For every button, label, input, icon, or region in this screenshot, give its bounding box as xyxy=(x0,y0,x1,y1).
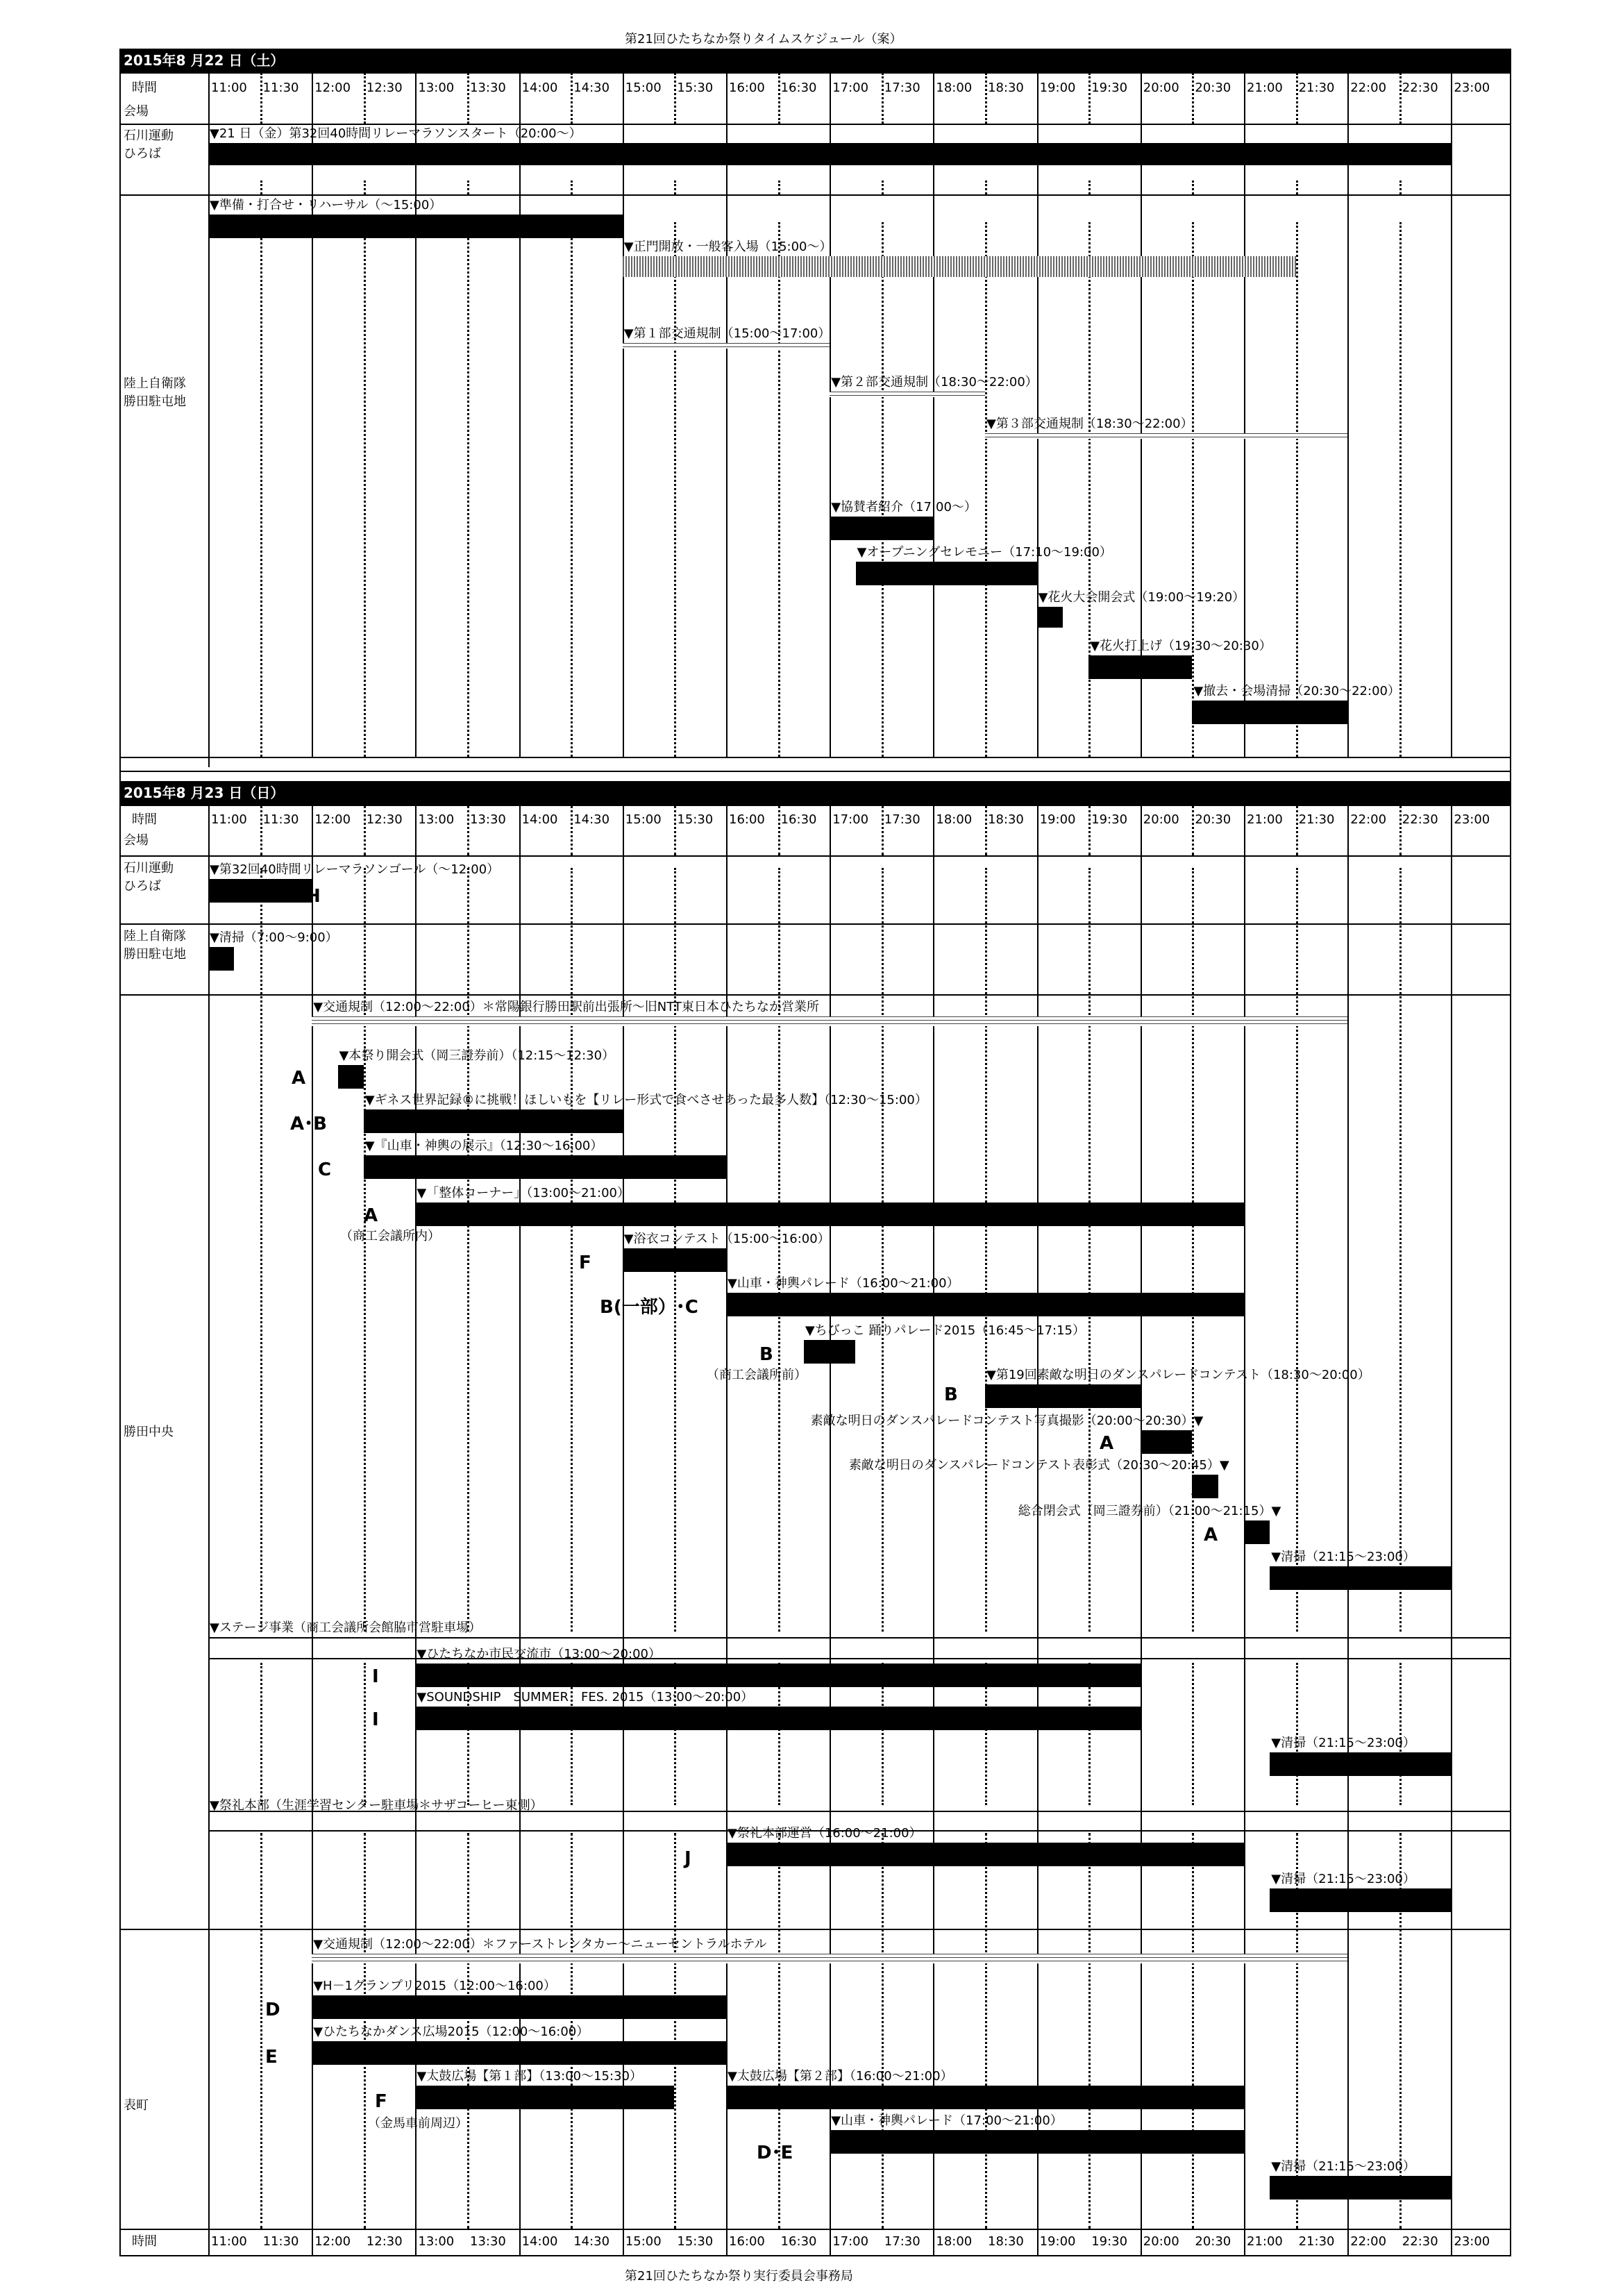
grid-line-dashed xyxy=(674,805,676,855)
row-divider xyxy=(119,923,1510,925)
time-tick: 16:00 xyxy=(729,81,765,95)
grid-line-dashed xyxy=(674,1833,676,2229)
event-bar xyxy=(1270,1752,1451,1776)
event-bar xyxy=(364,1109,623,1133)
time-tick: 21:30 xyxy=(1298,81,1335,95)
venue-name: 石川運動 ひろば xyxy=(124,861,174,894)
grid-line-solid xyxy=(726,73,728,757)
event-label: ▼ちびっこ 踊りパレード2015（16:45〜17:15） xyxy=(805,1323,1086,1338)
time-tick: 21:30 xyxy=(1298,2234,1335,2249)
grid-line-dashed xyxy=(882,868,884,1632)
event-bar xyxy=(1141,1430,1193,1454)
grid-line-dashed xyxy=(467,73,469,124)
grid-line-dashed xyxy=(1399,805,1402,855)
time-tick: 16:00 xyxy=(729,2234,765,2249)
time-tick: 18:00 xyxy=(936,812,973,827)
event-bar xyxy=(312,2041,726,2065)
grid-line-dashed xyxy=(882,805,884,855)
venue-name: 陸上自衛隊 勝田駐屯地 xyxy=(124,376,186,409)
event-label: ▼正門開放・一般客入場（15:00〜） xyxy=(623,240,832,254)
time-tick: 23:00 xyxy=(1454,2234,1490,2249)
time-tick: 19:00 xyxy=(1039,812,1076,827)
time-tick: 19:00 xyxy=(1039,2234,1076,2249)
frame-bottom xyxy=(119,2255,1510,2256)
time-tick: 12:30 xyxy=(366,812,403,827)
row-divider xyxy=(119,855,1510,857)
time-tick: 17:00 xyxy=(832,2234,869,2249)
time-tick: 22:30 xyxy=(1402,2234,1438,2249)
event-bar xyxy=(726,1843,1244,1866)
time-tick: 22:30 xyxy=(1402,81,1438,95)
document-footer: 第21回ひたちなか祭り実行委員会事務局 xyxy=(625,2269,853,2284)
grid-line-dashed xyxy=(985,1833,987,2229)
event-label: ▼花火打上げ（19:30〜20:30） xyxy=(1090,639,1272,653)
grid-line-solid xyxy=(415,73,417,757)
time-tick: 17:30 xyxy=(884,81,920,95)
grid-line-dashed xyxy=(571,73,573,124)
time-tick: 13:00 xyxy=(418,812,455,827)
grid-line-dashed xyxy=(882,73,884,124)
grid-line-dashed xyxy=(985,868,987,1632)
event-label: ▼第１部交通規制（15:00〜17:00） xyxy=(623,326,831,341)
event-bar xyxy=(830,517,933,540)
grid-line-solid xyxy=(519,73,521,757)
event-label: ▼協賛者紹介（17:00〜） xyxy=(831,500,977,514)
time-tick: 16:00 xyxy=(729,812,765,827)
time-tick: 21:00 xyxy=(1247,812,1283,827)
grid-line-dashed xyxy=(1088,181,1091,194)
grid-line-dashed xyxy=(467,868,469,1632)
row-divider xyxy=(119,994,1510,996)
location-marker: C xyxy=(318,1159,332,1180)
time-tick: 20:30 xyxy=(1195,812,1231,827)
grid-line-dashed xyxy=(1192,222,1194,757)
time-tick: 21:00 xyxy=(1247,81,1283,95)
grid-line-dashed xyxy=(1192,73,1194,124)
time-tick: 13:00 xyxy=(418,81,455,95)
grid-line-dashed xyxy=(260,868,262,1632)
event-label: 素敵な明日のダンスパレードコンテスト表彰式（20:30〜20:45）▼ xyxy=(848,1458,1229,1473)
event-label: ▼清掃（21:15〜23:00） xyxy=(1271,1872,1415,1886)
event-bar xyxy=(208,947,234,971)
grid-line-dashed xyxy=(1192,1833,1194,2229)
time-tick: 23:00 xyxy=(1454,81,1490,95)
grid-line-dashed xyxy=(467,222,469,757)
grid-line-dashed xyxy=(1192,805,1194,855)
section-label: ▼祭礼本部（生涯学習センター駐車場＊サザコーヒー東側） xyxy=(210,1798,543,1813)
event-bar xyxy=(364,1155,726,1179)
grid-line-dashed xyxy=(882,181,884,194)
event-bar xyxy=(312,1016,1347,1026)
time-tick: 18:30 xyxy=(988,812,1024,827)
grid-line-dashed xyxy=(1296,805,1298,855)
event-label: ▼交通規制（12:00〜22:00）＊常陽銀行勝田駅前出張所〜旧NTT東日本ひたちなか営業所 xyxy=(313,1000,819,1014)
location-marker: A xyxy=(1204,1525,1218,1545)
time-tick: 17:00 xyxy=(832,812,869,827)
event-label: ▼清掃（21:15〜23:00） xyxy=(1271,2159,1415,2174)
event-bar xyxy=(830,2130,1244,2154)
event-label: ▼21 日（金）第32回40時間リレーマラソンスタート（20:00〜） xyxy=(210,126,582,141)
grid-line-solid xyxy=(312,73,313,757)
grid-line-dashed xyxy=(674,222,676,757)
grid-line-dashed xyxy=(1399,73,1402,124)
location-marker: D xyxy=(265,2000,280,2020)
time-tick: 12:00 xyxy=(314,812,351,827)
time-tick: 15:30 xyxy=(677,81,714,95)
time-tick: 11:00 xyxy=(211,2234,247,2249)
time-tick: 15:00 xyxy=(625,81,662,95)
grid-line-dashed xyxy=(1088,805,1091,855)
grid-line-dashed xyxy=(260,73,262,124)
event-label: ▼祭礼本部運営（16:00〜21:00） xyxy=(728,1826,922,1841)
grid-line-dashed xyxy=(1399,1663,1402,1805)
frame-left xyxy=(119,49,121,2256)
event-label: ▼清掃（21:15〜23:00） xyxy=(1271,1736,1415,1750)
grid-line-dashed xyxy=(260,181,262,194)
time-label: 時間 xyxy=(132,812,157,827)
grid-line-dashed xyxy=(882,222,884,757)
grid-line-dashed xyxy=(571,868,573,1632)
event-bar xyxy=(726,2086,1244,2109)
event-bar xyxy=(415,1664,1140,1687)
event-bar xyxy=(1192,701,1347,724)
event-bar xyxy=(1270,1888,1451,1912)
event-bar xyxy=(208,215,623,238)
event-label: ▼本祭り開会式（岡三證券前）（12:15〜12:30） xyxy=(339,1048,615,1063)
grid-line-dashed xyxy=(364,1663,366,1805)
grid-line-solid xyxy=(208,73,210,757)
time-tick: 14:00 xyxy=(521,812,558,827)
time-tick: 11:00 xyxy=(211,812,247,827)
time-tick: 15:00 xyxy=(625,812,662,827)
event-label: ▼第19回素敵な明日のダンスパレードコンテスト（18:30〜20:00） xyxy=(986,1368,1370,1382)
grid-line-solid xyxy=(1347,73,1349,757)
time-tick: 21:30 xyxy=(1298,812,1335,827)
time-tick: 19:30 xyxy=(1091,81,1128,95)
time-tick: 22:00 xyxy=(1350,812,1387,827)
grid-line-solid xyxy=(1347,805,1349,2255)
venue-name: 表町 xyxy=(124,2098,149,2113)
location-marker: A xyxy=(1191,1479,1206,1500)
grid-line-dashed xyxy=(778,868,780,1632)
event-label: ▼第２部交通規制（18:30〜22:00） xyxy=(831,375,1038,389)
event-label: ▼清掃（21:15〜23:00） xyxy=(1271,1550,1415,1564)
event-label: ▼第32回40時間リレーマラソンゴール（〜12:00） xyxy=(210,862,500,877)
event-label: ▼ひたちなかダンス広場2015（12:00〜16:00） xyxy=(313,2025,589,2039)
time-tick: 13:30 xyxy=(470,81,506,95)
grid-line-dashed xyxy=(364,222,366,757)
event-bar xyxy=(415,2086,674,2109)
grid-line-solid xyxy=(1451,73,1452,757)
event-label: ▼H－1グランプリ2015（12:00〜16:00） xyxy=(313,1979,556,1993)
event-label: ▼ギネス世界記録®に挑戦！ほしいもを【リレー形式で食べさせあった最多人数】（12:30〜15:00） xyxy=(364,1093,927,1107)
grid-line-dashed xyxy=(364,181,366,194)
time-tick: 21:00 xyxy=(1247,2234,1283,2249)
location-marker: J xyxy=(684,1848,691,1869)
grid-line-dashed xyxy=(778,805,780,855)
grid-line-dashed xyxy=(778,222,780,757)
time-tick: 22:00 xyxy=(1350,2234,1387,2249)
grid-line-dashed xyxy=(1296,181,1298,194)
event-label: 総合閉会式（岡三證券前）（21:00〜21:15）▼ xyxy=(1018,1504,1281,1518)
grid-line-dashed xyxy=(364,73,366,124)
location-marker: H xyxy=(305,886,321,907)
time-tick: 12:30 xyxy=(366,2234,403,2249)
venue-label: 会場 xyxy=(124,833,149,848)
event-label: ▼交通規制（12:00〜22:00）＊ファーストレンタカー〜ニューセントラルホテル xyxy=(313,1937,767,1952)
event-bar xyxy=(726,1293,1244,1316)
time-tick: 14:30 xyxy=(573,812,610,827)
event-label: ▼ひたちなか市民交流市（13:00〜20:00） xyxy=(417,1647,661,1661)
grid-line-dashed xyxy=(260,805,262,855)
row-divider xyxy=(208,1637,1510,1639)
event-bar xyxy=(1244,1520,1270,1544)
grid-line-dashed xyxy=(985,181,987,194)
event-bar xyxy=(623,1248,726,1272)
time-tick: 19:30 xyxy=(1091,2234,1128,2249)
time-tick: 16:30 xyxy=(780,2234,817,2249)
time-tick: 19:30 xyxy=(1091,812,1128,827)
time-tick: 14:30 xyxy=(573,2234,610,2249)
time-tick: 20:00 xyxy=(1143,81,1179,95)
location-marker: D･E xyxy=(757,2143,793,2163)
grid-line-dashed xyxy=(260,222,262,757)
event-bar xyxy=(208,143,1451,165)
grid-line-dashed xyxy=(1192,1663,1194,1805)
event-bar xyxy=(985,433,1347,439)
event-label: ▼山車・神輿パレード（17:00〜21:00） xyxy=(831,2113,1063,2128)
location-marker: A xyxy=(292,1068,306,1089)
row-divider xyxy=(119,124,1510,125)
grid-line-dashed xyxy=(1088,1833,1091,2229)
grid-line-solid xyxy=(623,73,624,757)
day1-header: 2015年8 月22 日（土） xyxy=(119,49,1510,74)
grid-line-solid xyxy=(1451,805,1452,2255)
event-label: 素敵な明日のダンスパレードコンテスト写真撮影（20:00〜20:30）▼ xyxy=(810,1414,1204,1428)
time-tick: 13:30 xyxy=(470,2234,506,2249)
section-label: ▼ステージ事業（商工会議所会館脇市営駐車場） xyxy=(210,1620,482,1635)
grid-line-dashed xyxy=(1296,222,1298,757)
row-divider xyxy=(208,1658,1510,1659)
row-divider xyxy=(119,2229,1510,2230)
row-divider xyxy=(119,757,1510,758)
grid-line-dashed xyxy=(1296,73,1298,124)
event-bar xyxy=(856,562,1037,585)
frame-right xyxy=(1510,49,1511,2256)
time-tick: 17:00 xyxy=(832,81,869,95)
event-label: ▼花火大会開会式（19:00〜19:20） xyxy=(1038,590,1245,605)
grid-line-dashed xyxy=(1192,181,1194,194)
event-label: ▼撤去・会場清掃（20:30〜22:00） xyxy=(1193,684,1400,698)
grid-line-dashed xyxy=(674,181,676,194)
location-note: （商工会議所内） xyxy=(340,1229,440,1243)
grid-line-solid xyxy=(933,73,934,757)
time-tick: 14:30 xyxy=(573,81,610,95)
time-tick: 17:30 xyxy=(884,2234,920,2249)
time-tick: 12:00 xyxy=(314,2234,351,2249)
time-tick: 20:30 xyxy=(1195,81,1231,95)
location-marker: B xyxy=(759,1344,773,1365)
event-bar xyxy=(830,392,985,397)
time-tick: 16:30 xyxy=(780,81,817,95)
location-marker: A･B xyxy=(290,1114,327,1134)
row-divider xyxy=(119,1929,1510,1930)
grid-line-dashed xyxy=(985,222,987,757)
event-bar xyxy=(415,1203,1244,1226)
venue-label: 会場 xyxy=(124,104,149,119)
event-label: ▼山車・神輿パレード（16:00〜21:00） xyxy=(728,1276,959,1291)
day2-header: 2015年8 月23 日（日） xyxy=(119,781,1510,806)
grid-line-dashed xyxy=(778,73,780,124)
time-tick: 18:30 xyxy=(988,81,1024,95)
time-tick: 22:30 xyxy=(1402,812,1438,827)
event-bar xyxy=(312,1954,1347,1963)
time-tick: 19:00 xyxy=(1039,81,1076,95)
grid-line-dashed xyxy=(571,181,573,194)
grid-line-dashed xyxy=(674,73,676,124)
location-marker: E xyxy=(265,2047,278,2068)
grid-line-dashed xyxy=(778,1833,780,2229)
time-tick: 14:00 xyxy=(521,2234,558,2249)
venue-name: 勝田中央 xyxy=(124,1425,174,1439)
grid-line-dashed xyxy=(1399,222,1402,757)
grid-line-solid xyxy=(1244,73,1245,757)
event-bar xyxy=(338,1065,364,1089)
time-tick: 17:30 xyxy=(884,812,920,827)
time-tick: 14:00 xyxy=(521,81,558,95)
time-tick: 15:30 xyxy=(677,812,714,827)
grid-line-dashed xyxy=(260,1663,262,1805)
time-tick: 18:30 xyxy=(988,2234,1024,2249)
event-bar xyxy=(415,1707,1140,1730)
event-bar xyxy=(1088,655,1192,679)
time-tick: 23:00 xyxy=(1454,812,1490,827)
time-tick: 20:30 xyxy=(1195,2234,1231,2249)
grid-line-dashed xyxy=(1399,868,1402,1632)
grid-line-dashed xyxy=(1296,868,1298,1632)
event-bar xyxy=(985,1384,1141,1408)
time-tick: 13:00 xyxy=(418,2234,455,2249)
time-tick: 16:30 xyxy=(780,812,817,827)
time-tick: 18:00 xyxy=(936,2234,973,2249)
time-tick: 15:00 xyxy=(625,2234,662,2249)
location-marker: B(一部）･C xyxy=(600,1297,698,1318)
event-label: ▼太鼓広場【第２部】（16:00〜21:00） xyxy=(728,2069,953,2084)
venue-name: 石川運動 ひろば xyxy=(124,128,174,161)
event-label: ▼SOUNDSHIP SUMMER FES. 2015（13:00〜20:00） xyxy=(417,1690,754,1704)
time-tick: 20:00 xyxy=(1143,2234,1179,2249)
grid-line-solid xyxy=(208,805,210,2255)
grid-line-solid xyxy=(1037,73,1038,757)
event-label: ▼オープニングセレモニー（17:10〜19:00） xyxy=(857,545,1112,560)
event-label: ▼準備・打合せ・リハーサル（〜15:00） xyxy=(210,198,442,212)
time-tick: 20:00 xyxy=(1143,812,1179,827)
grid-line-dashed xyxy=(1088,73,1091,124)
grid-line-dashed xyxy=(882,1833,884,2229)
grid-line-dashed xyxy=(467,805,469,855)
time-tick: 15:30 xyxy=(677,2234,714,2249)
location-marker: G xyxy=(759,2091,775,2112)
location-note: （商工会議所前） xyxy=(707,1368,807,1382)
event-bar xyxy=(1270,2176,1451,2199)
grid-line-dashed xyxy=(1296,1663,1298,1805)
event-label: ▼清掃（7:00〜9:00） xyxy=(210,930,338,945)
location-marker: F xyxy=(375,2091,387,2112)
event-label: ▼「整体コーナー」（13:00〜21:00） xyxy=(417,1186,630,1200)
time-tick: 11:30 xyxy=(262,81,299,95)
time-label: 時間 xyxy=(132,81,157,95)
document-title: 第21回ひたちなか祭りタイムスケジュール（案） xyxy=(625,32,902,47)
time-tick: 18:00 xyxy=(936,81,973,95)
event-bar xyxy=(208,879,312,903)
grid-line-dashed xyxy=(364,805,366,855)
location-marker: A xyxy=(1100,1433,1114,1454)
event-label: ▼太鼓広場【第１部】（13:00〜15:30） xyxy=(417,2069,642,2084)
grid-line-dashed xyxy=(260,1833,262,2229)
location-note: （金馬車前周辺） xyxy=(368,2116,468,2131)
event-bar xyxy=(623,343,830,349)
grid-line-dashed xyxy=(571,222,573,757)
time-tick: 12:30 xyxy=(366,81,403,95)
event-bar xyxy=(804,1340,856,1364)
time-tick: 11:00 xyxy=(211,81,247,95)
event-bar xyxy=(623,256,1296,277)
event-bar xyxy=(1037,607,1063,628)
grid-line-dashed xyxy=(985,805,987,855)
event-label: ▼浴衣コンテスト（15:00〜16:00） xyxy=(623,1232,830,1246)
time-tick: 11:30 xyxy=(262,812,299,827)
location-marker: I xyxy=(372,1709,379,1730)
event-label: ▼第３部交通規制（18:30〜22:00） xyxy=(986,417,1193,431)
location-marker: B xyxy=(944,1384,958,1405)
time-tick: 12:00 xyxy=(314,81,351,95)
grid-line-dashed xyxy=(364,868,366,1632)
venue-name: 陸上自衛隊 勝田駐屯地 xyxy=(124,929,186,962)
row-divider xyxy=(119,771,1510,772)
grid-line-solid xyxy=(1141,73,1142,757)
time-tick: 11:30 xyxy=(262,2234,299,2249)
time-label: 時間 xyxy=(132,2234,157,2249)
location-marker: A xyxy=(364,1205,378,1226)
location-marker: I xyxy=(372,1666,379,1687)
event-bar xyxy=(1270,1566,1451,1590)
row-divider xyxy=(119,194,1510,196)
event-label: ▼『山車・神輿の展示』（12:30〜16:00） xyxy=(364,1139,603,1153)
time-tick: 22:00 xyxy=(1350,81,1387,95)
grid-line-solid xyxy=(830,73,831,757)
grid-line-dashed xyxy=(571,805,573,855)
location-marker: F xyxy=(579,1252,591,1273)
time-tick: 13:30 xyxy=(470,812,506,827)
event-bar xyxy=(312,1995,726,2019)
grid-line-dashed xyxy=(778,181,780,194)
grid-line-dashed xyxy=(1399,181,1402,194)
grid-line-dashed xyxy=(985,73,987,124)
grid-line-dashed xyxy=(467,181,469,194)
